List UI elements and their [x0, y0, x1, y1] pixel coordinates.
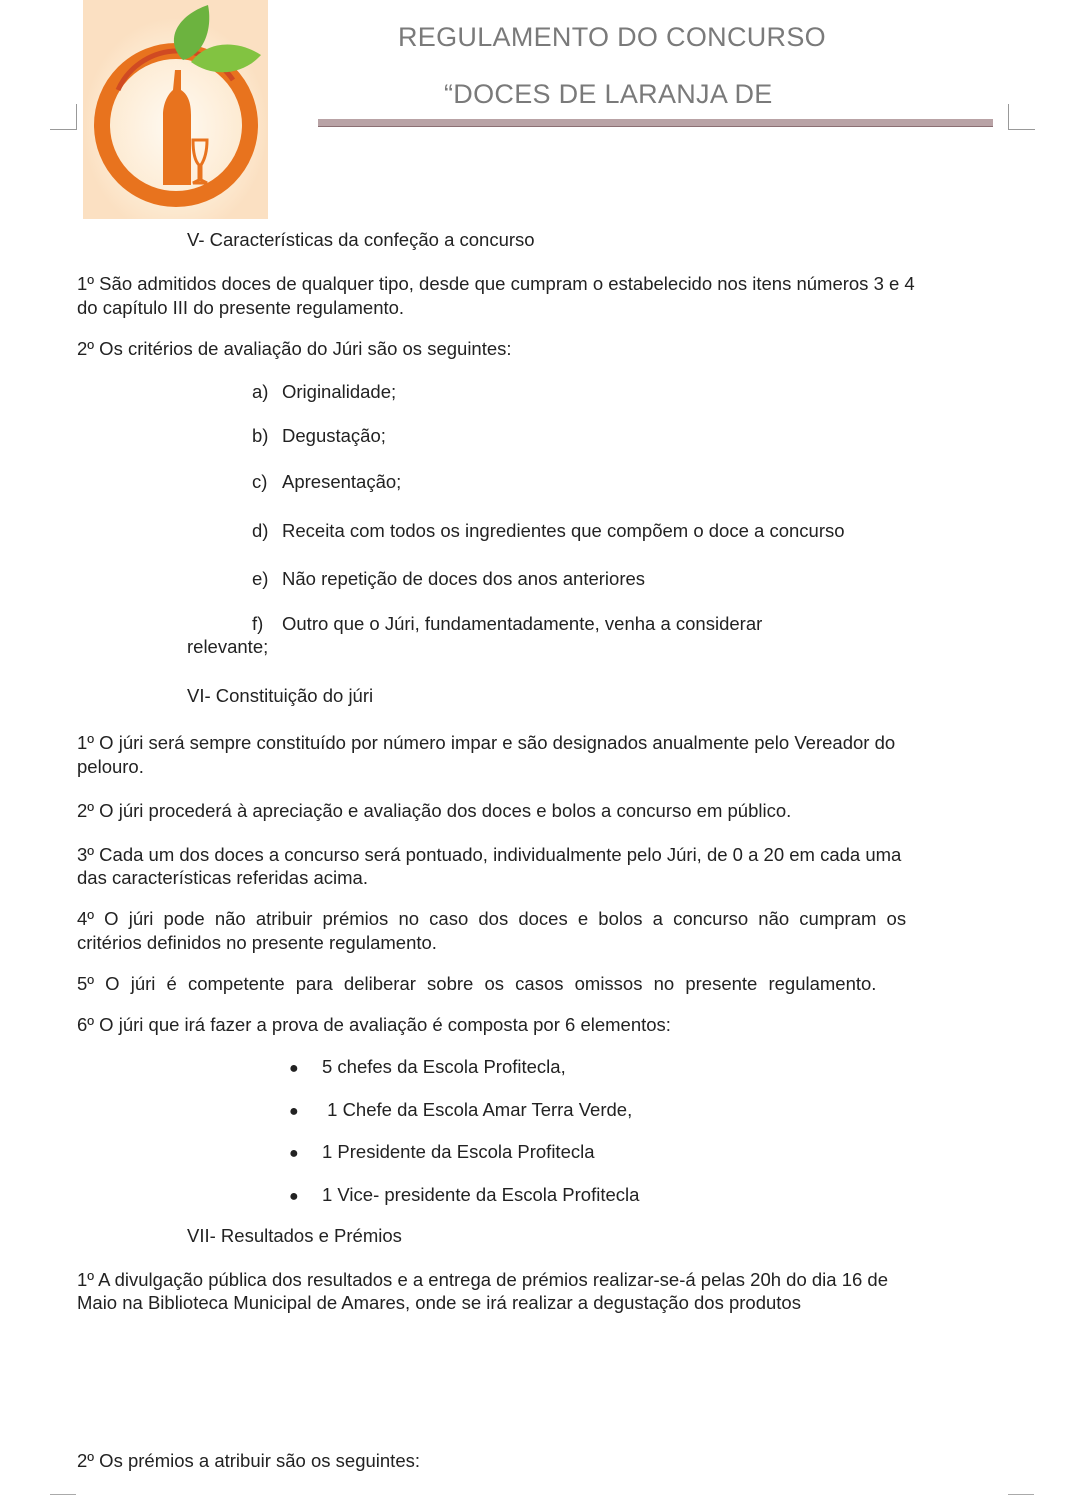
- jury-member-3: [289, 1140, 595, 1165]
- criteria-item-f-continuation: relevante;: [187, 636, 269, 657]
- list-marker: d): [252, 520, 269, 541]
- logo: [83, 0, 268, 219]
- section-6-heading: VI- Constituição do júri: [187, 685, 374, 706]
- bullet-icon: ●: [289, 1103, 299, 1120]
- header-title-line1: REGULAMENTO DO CONCURSO: [398, 22, 826, 52]
- page-footer-mark-left: [50, 1494, 76, 1495]
- page-footer-mark-right: [1008, 1494, 1034, 1495]
- section-6-paragraph-1-line2: pelouro.: [77, 756, 144, 777]
- page-corner-mark-left: [50, 104, 77, 130]
- bullet-icon: ●: [289, 1188, 299, 1205]
- jury-member-2: [289, 1098, 632, 1123]
- list-item-text: Não repetição de doces dos anos anteriores: [282, 568, 646, 589]
- section-5-paragraph-1-line1: 1º São admitidos doces de qualquer tipo, desde que cumpram o estabelecido nos itens números 3 e 4: [77, 273, 915, 294]
- list-marker: c): [252, 471, 268, 492]
- list-item-text: Receita com todos os ingredientes que compõem o doce a concurso: [282, 520, 845, 541]
- list-item-text: Outro que o Júri, fundamentadamente, venha a considerar: [282, 613, 763, 634]
- section-7-paragraph-2: 2º Os prémios a atribuir são os seguintes:: [77, 1450, 420, 1471]
- bullet-icon: ●: [289, 1060, 299, 1077]
- section-5-paragraph-1-line2: do capítulo III do presente regulamento.: [77, 297, 405, 318]
- criteria-item-e: [252, 567, 645, 590]
- criteria-item-f: [252, 612, 762, 635]
- list-item-text: Degustação;: [282, 425, 386, 446]
- list-item-text: Apresentação;: [282, 471, 402, 492]
- section-5-paragraph-2: 2º Os critérios de avaliação do Júri são os seguintes:: [77, 338, 512, 359]
- criteria-item-c: [252, 470, 401, 493]
- criteria-item-a: [252, 380, 396, 403]
- section-7-paragraph-1-line2: Maio na Biblioteca Municipal de Amares, onde se irá realizar a degustação dos produtos: [77, 1292, 801, 1313]
- section-6-paragraph-1-line1: 1º O júri será sempre constituído por número impar e são designados anualmente pelo Vereador do: [77, 732, 896, 753]
- list-item-text: 1 Presidente da Escola Profitecla: [322, 1141, 595, 1162]
- section-6-paragraph-5: 5º O júri é competente para deliberar sobre os casos omissos no presente regulamento.: [77, 973, 877, 994]
- criteria-item-b: [252, 424, 386, 447]
- header-rule: [318, 119, 993, 127]
- list-item-text: Originalidade;: [282, 381, 397, 402]
- list-marker: e): [252, 568, 269, 589]
- bullet-icon: ●: [289, 1145, 299, 1162]
- section-6-paragraph-2: 2º O júri procederá à apreciação e avaliação dos doces e bolos a concurso em público.: [77, 800, 792, 821]
- jury-member-1: [289, 1055, 566, 1080]
- section-7-paragraph-1-line1: 1º A divulgação pública dos resultados e a entrega de prémios realizar-se-á pelas 20h do dia 16 de: [77, 1269, 889, 1290]
- header-title-line2: “DOCES DE LARANJA DE: [444, 79, 773, 109]
- section-6-paragraph-3-line1: 3º Cada um dos doces a concurso será pontuado, individualmente pelo Júri, de 0 a 20 em cada uma: [77, 844, 902, 865]
- section-7-heading: VII- Resultados e Prémios: [187, 1225, 402, 1246]
- orange-bottle-glass-logo-icon: [83, 0, 268, 219]
- list-marker: f): [252, 613, 264, 634]
- criteria-item-d: [252, 519, 845, 542]
- section-5-heading: V- Características da confeção a concurso: [187, 229, 535, 250]
- list-marker: b): [252, 425, 269, 446]
- section-6-paragraph-4-line1: 4º O júri pode não atribuir prémios no caso dos doces e bolos a concurso não cumpram os: [77, 908, 907, 929]
- page-corner-mark-right: [1008, 104, 1035, 130]
- list-item-text: 5 chefes da Escola Profitecla,: [322, 1056, 566, 1077]
- section-6-paragraph-3-line2: das características referidas acima.: [77, 867, 368, 888]
- section-6-paragraph-6: 6º O júri que irá fazer a prova de avaliação é composta por 6 elementos:: [77, 1014, 671, 1035]
- list-item-text: 1 Vice- presidente da Escola Profitecla: [322, 1184, 640, 1205]
- section-6-paragraph-4-line2: critérios definidos no presente regulamento.: [77, 932, 437, 953]
- list-marker: a): [252, 381, 269, 402]
- jury-member-4: [289, 1183, 639, 1208]
- list-item-text: 1 Chefe da Escola Amar Terra Verde,: [322, 1099, 633, 1120]
